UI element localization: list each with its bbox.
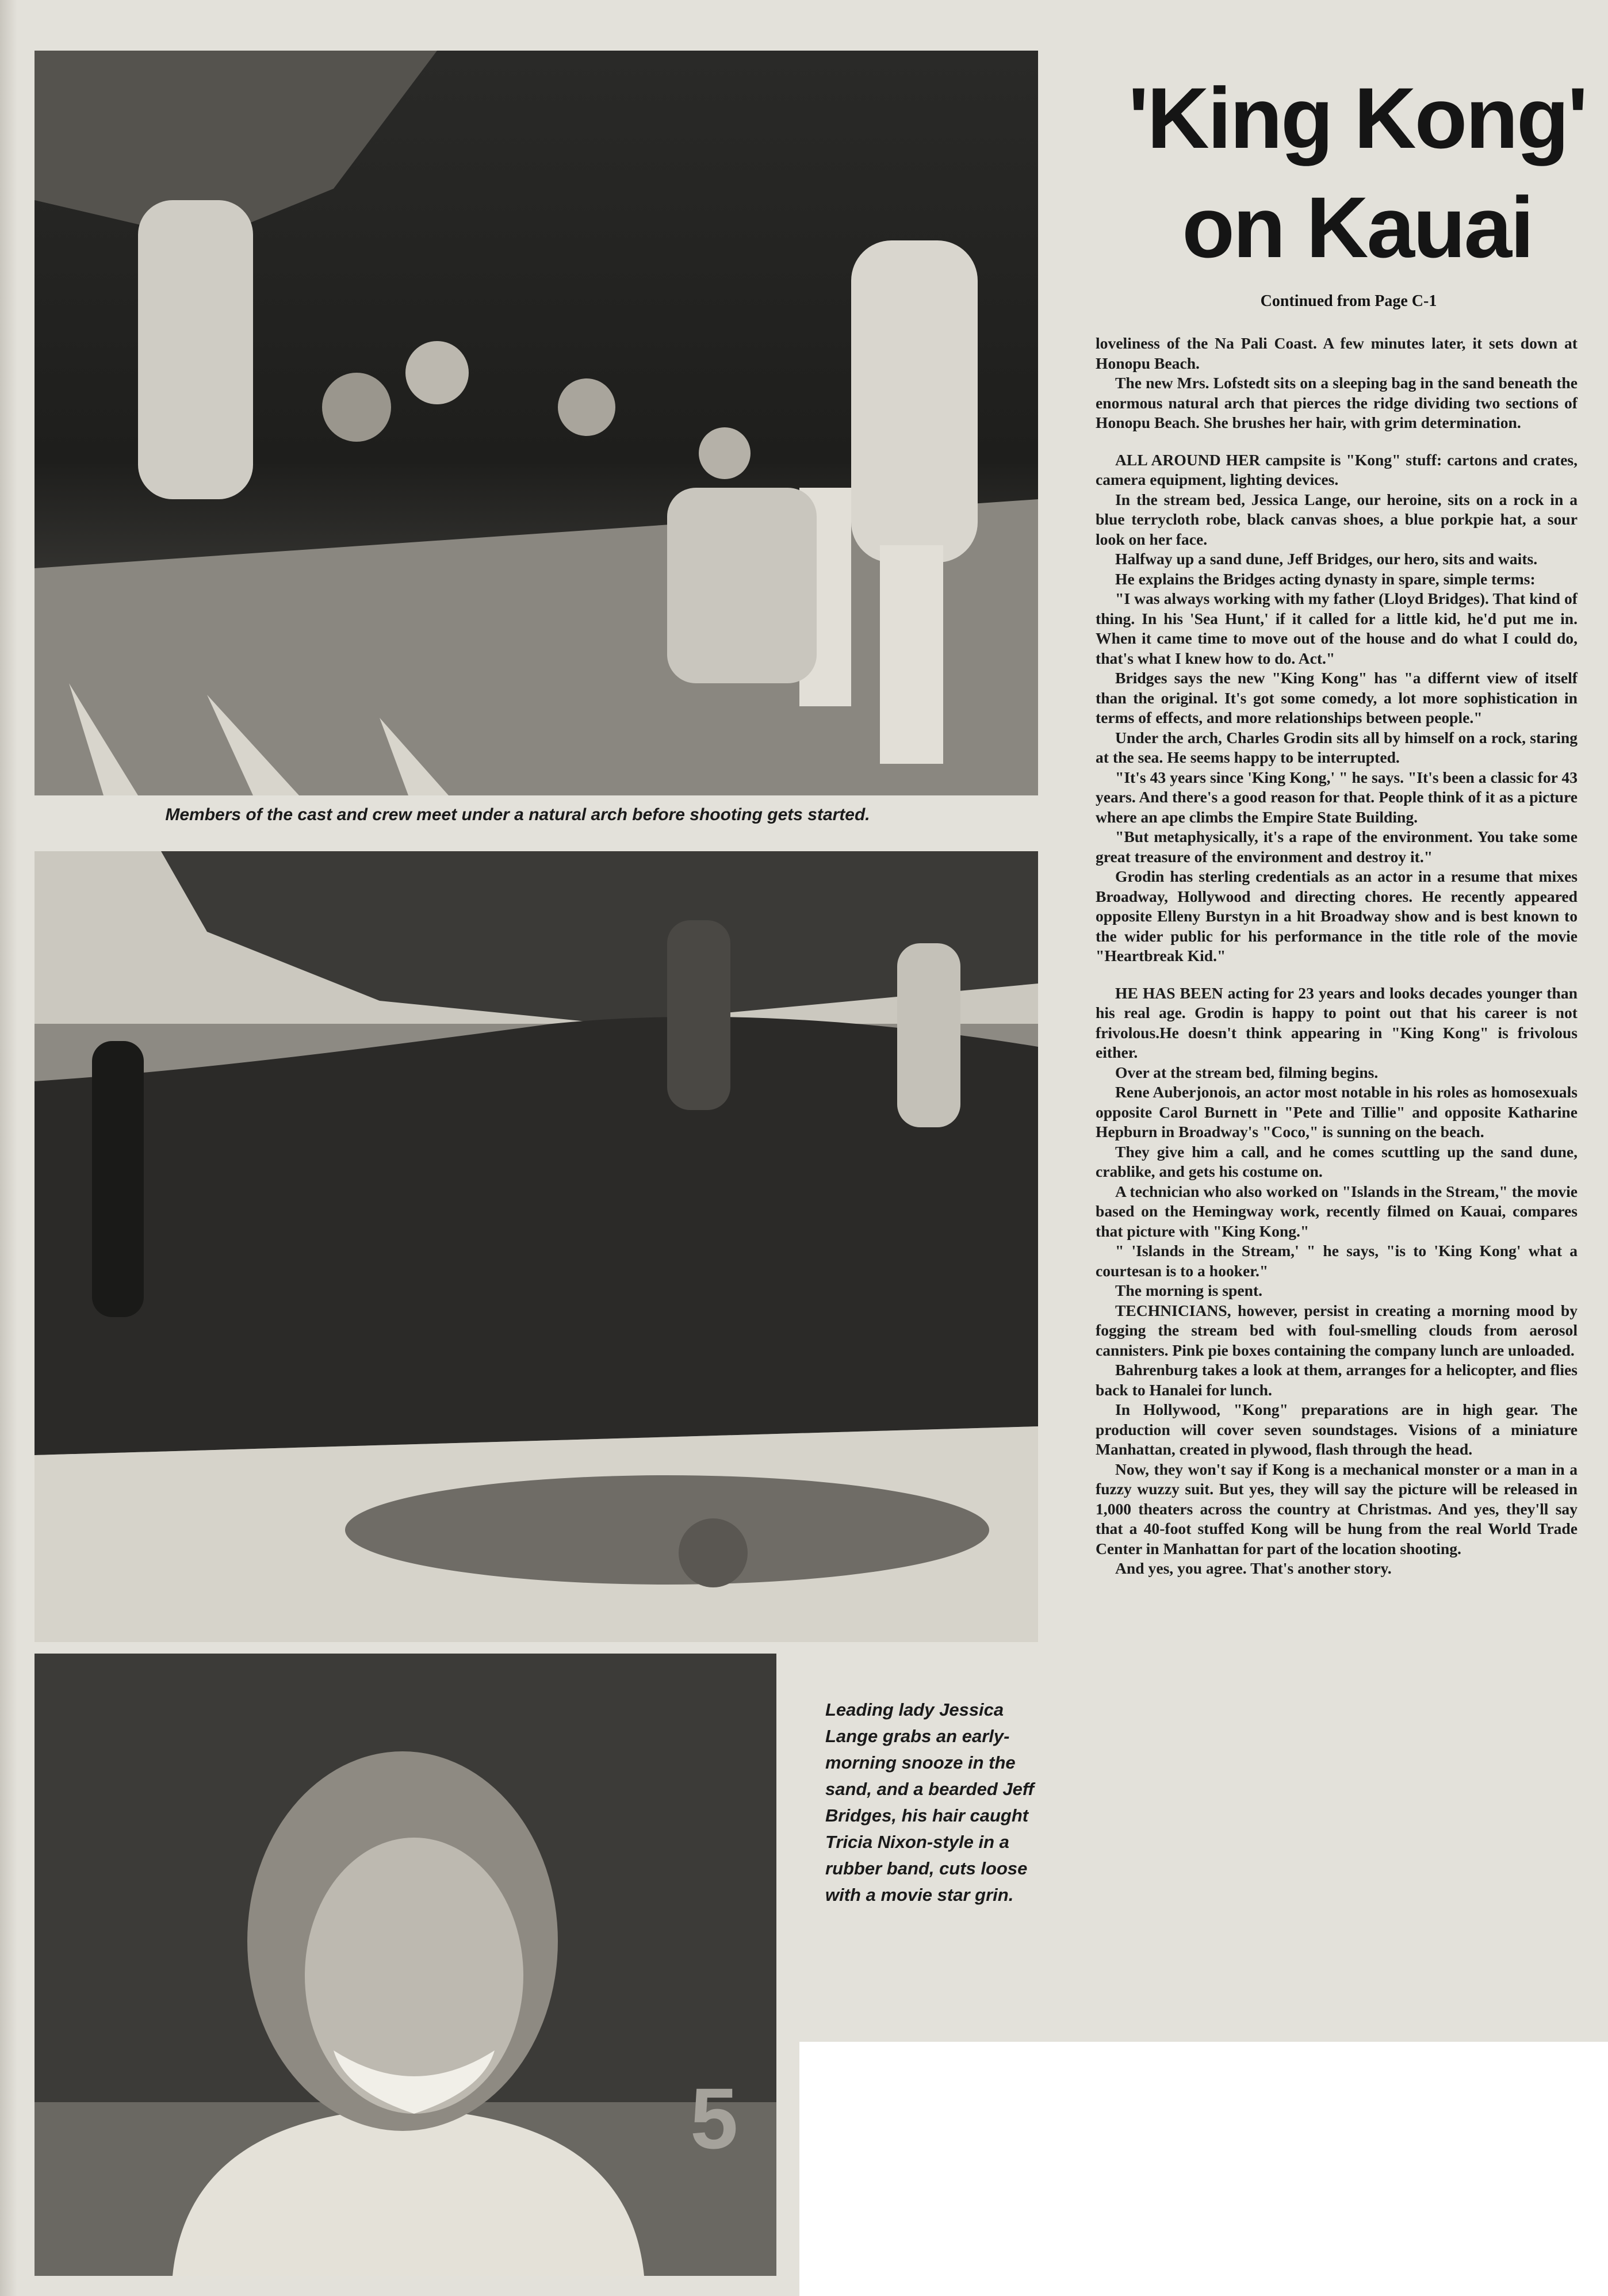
paragraph-text: He explains the Bridges acting dynasty in spare, simple terms:	[1115, 569, 1536, 588]
paragraph-text: Over at the stream bed, filming begins.	[1115, 1063, 1379, 1081]
paragraph-text: Now, they won't say if Kong is a mechanical monster or a man in a fuzzy wuzzy suit. But yes, they will say the picture will be released in 1,000 theaters across the country at Christmas. And yes, they'll say that a 40-foot stuffed Kong will be hung from the real World Trade Center in Manhattan for part of the location shooting.	[1096, 1460, 1578, 1558]
article-paragraph	[1096, 1559, 1578, 1579]
article-paragraph	[1096, 1400, 1578, 1460]
page-edge-shadow	[0, 0, 17, 2296]
article-paragraph	[1096, 569, 1578, 590]
paragraph-text: loveliness of the Na Pali Coast. A few minutes later, it sets down at Honopu Beach.	[1096, 334, 1578, 372]
headline-line-1: 'King Kong'	[1128, 70, 1587, 166]
article-paragraph	[1096, 1281, 1578, 1301]
paragraph-text: "But metaphysically, it's a rape of the environment. You take some great treasure of the environment and destroy it."	[1096, 828, 1578, 866]
article-body	[1096, 334, 1578, 1579]
photo-cast-and-crew-image	[35, 51, 1038, 795]
photo-caption-lange-bridges: Leading lady Jessica Lange grabs an early-morning snooze in the sand, and a bearded Jeff Bridges, his hair caught Tricia Nixon-style in a rubber band, cuts loose with a movie star grin.	[825, 1700, 1034, 1905]
paragraph-text: The morning is spent.	[1115, 1281, 1263, 1299]
paragraph-text: " 'Islands in the Stream,' " he says, "is to 'King Kong' what a courtesan is to a hooker."	[1096, 1242, 1578, 1280]
article-paragraph	[1096, 450, 1578, 490]
photo-jessica-lange-asleep-image	[35, 851, 1038, 1642]
article-paragraph	[1096, 589, 1578, 668]
continued-line: Continued from Page C-1	[1260, 292, 1437, 310]
paragraph-lead-in: HE HAS BEEN	[1115, 984, 1223, 1002]
paragraph-text: Halfway up a sand dune, Jeff Bridges, our hero, sits and waits.	[1115, 550, 1538, 568]
paragraph-text: The new Mrs. Lofstedt sits on a sleeping bag in the sand beneath the enormous natural arch that pierces the ridge dividing two sections of Honopu Beach. She brushes her hair, with grim determination.	[1096, 374, 1578, 431]
paragraph-text: And yes, you agree. That's another story.	[1115, 1559, 1392, 1577]
paragraph-text: acting for 23 years and looks decades younger than his real age. Grodin is happy to point out that his career is not frivolous.He doesn't think appearing in "King Kong" is frivolous either.	[1096, 984, 1578, 1061]
article-paragraph	[1096, 1241, 1578, 1281]
article-paragraph	[1096, 1460, 1578, 1559]
photo-jessica-lange-asleep	[35, 851, 1038, 1642]
article-paragraph	[1096, 1301, 1578, 1361]
article-paragraph	[1096, 549, 1578, 569]
photo-caption-cast-and-crew: Members of the cast and crew meet under a natural arch before shooting gets started.	[165, 805, 870, 824]
article-paragraph	[1096, 984, 1578, 1063]
paragraph-text: however, persist in creating a morning mood by fogging the stream bed with foul-smelling clouds from aerosol cannisters. Pink pie boxes containing the company lunch are unloaded.	[1096, 1301, 1578, 1359]
headline-line-2: on Kauai	[1182, 179, 1533, 275]
article-paragraph	[1096, 490, 1578, 550]
photo-jeff-bridges	[35, 1654, 776, 2276]
article-paragraph	[1096, 827, 1578, 867]
paragraph-text: Rene Auberjonois, an actor most notable in his roles as homosexuals opposite Carol Burnett in "Pete and Tillie" and opposite Katharine Hepburn in Broadway's "Coco," is sunning on the beach.	[1096, 1083, 1578, 1141]
headline	[1110, 63, 1605, 282]
article-paragraph	[1096, 1082, 1578, 1142]
article-paragraph	[1096, 867, 1578, 966]
paragraph-text: campsite is "Kong" stuff: cartons and crates, camera equipment, lighting devices.	[1096, 450, 1578, 488]
paragraph-text: In Hollywood, "Kong" preparations are in high gear. The production will cover seven soundstages. Visions of a miniature Manhattan, created in plywood, flash through the head.	[1096, 1400, 1578, 1458]
paragraph-text: In the stream bed, Jessica Lange, our heroine, sits on a rock in a blue terrycloth robe, black canvas shoes, a blue porkpie hat, a sour look on her face.	[1096, 490, 1578, 548]
paragraph-text: They give him a call, and he comes scuttling up the sand dune, crablike, and gets his costume on.	[1096, 1142, 1578, 1180]
paragraph-text: A technician who also worked on "Islands in the Stream," the movie based on the Hemingway work, recently filmed on Kauai, compares that picture with "King Kong."	[1096, 1182, 1578, 1240]
paragraph-text: Grodin has sterling credentials as an actor in a resume that mixes Broadway, Hollywood and directing chores. He recently appeared opposite Elleny Burstyn in a hit Broadway show and is best known to the wider public for his performance in the title role of the movie "Heartbreak Kid."	[1096, 867, 1578, 965]
article-paragraph	[1096, 1360, 1578, 1400]
article-paragraph	[1096, 668, 1578, 728]
article-paragraph	[1096, 334, 1578, 373]
svg-text:5: 5	[690, 2070, 738, 2167]
article-paragraph	[1096, 1182, 1578, 1242]
paragraph-text: Bahrenburg takes a look at them, arranges for a helicopter, and flies back to Hanalei for lunch.	[1096, 1361, 1578, 1399]
photo-cast-and-crew	[35, 51, 1038, 795]
article-paragraph	[1096, 373, 1578, 433]
article-paragraph	[1096, 1063, 1578, 1083]
paragraph-lead-in: TECHNICIANS,	[1115, 1301, 1231, 1319]
article-paragraph	[1096, 728, 1578, 768]
paragraph-lead-in: ALL AROUND HER	[1115, 450, 1261, 469]
photo-jeff-bridges-image	[35, 1654, 776, 2276]
paragraph-text: Under the arch, Charles Grodin sits all by himself on a rock, staring at the sea. He seems happy to be interrupted.	[1096, 728, 1578, 766]
paragraph-text: Bridges says the new "King Kong" has "a differnt view of itself than the original. It's got some comedy, a lot more sophistication in terms of effects, and more relationships between people."	[1096, 669, 1578, 726]
blank-area	[799, 2042, 1608, 2296]
paragraph-text: "It's 43 years since 'King Kong,' " he says. "It's been a classic for 43 years. And there's a good reason for that. People think of it as a picture where an ape climbs the Empire State Building.	[1096, 768, 1578, 826]
article-paragraph	[1096, 1142, 1578, 1182]
paragraph-text: "I was always working with my father (Lloyd Bridges). That kind of thing. In his 'Sea Hunt,' if it called for a little kid, he'd put me in. When it came time to move out of the house and do what I could do, that's what I knew how to do. Act."	[1096, 590, 1578, 667]
article-paragraph	[1096, 768, 1578, 828]
